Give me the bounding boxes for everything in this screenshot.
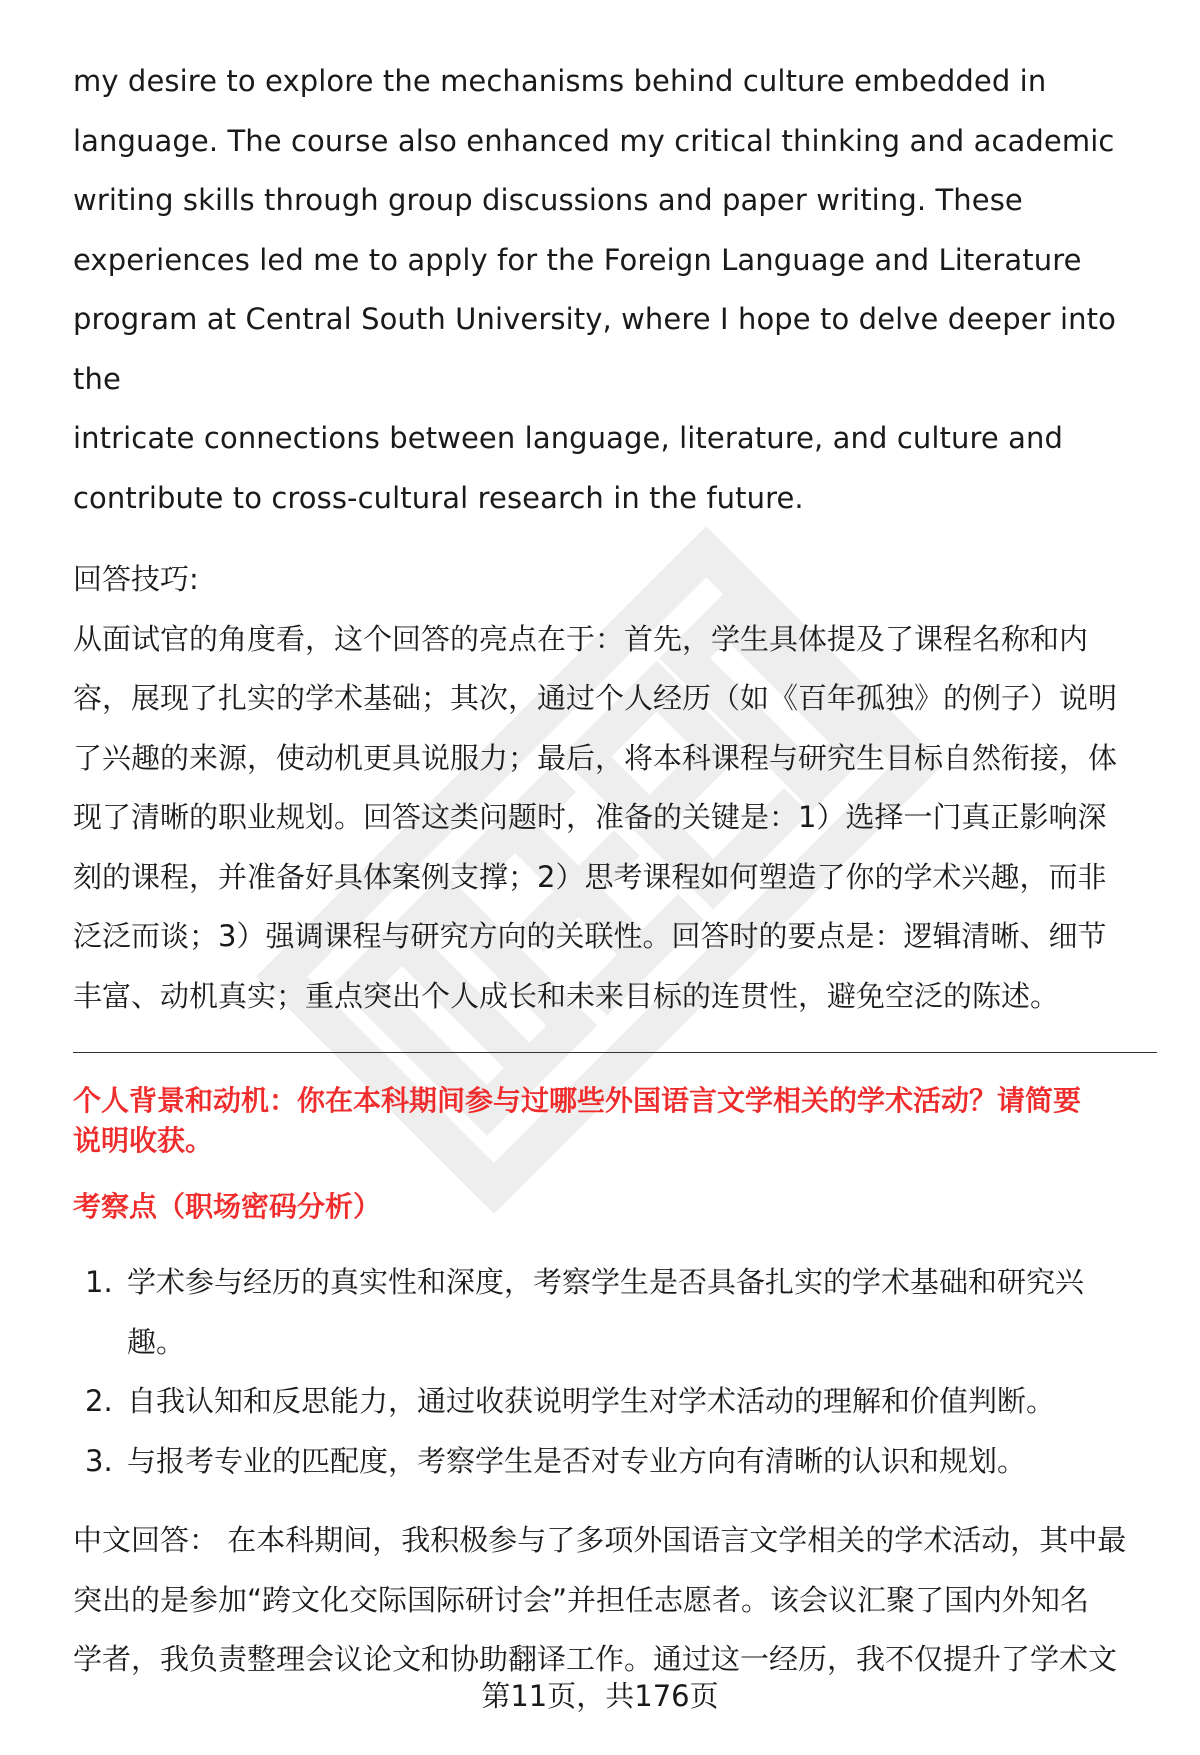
tips-paragraph <box>73 610 1158 1027</box>
list-text-line: 自我认知和反思能力，通过收获说明学生对学术活动的理解和价值判断。 <box>127 1384 1056 1418</box>
text-line: 中文回答： 在本科期间，我积极参与了多项外国语言文学相关的学术活动，其中最 <box>73 1523 1127 1557</box>
text-line: 从面试官的角度看，这个回答的亮点在于：首先，学生具体提及了课程名称和内 <box>73 621 1089 656</box>
text-line: 了兴趣的来源，使动机更具说服力；最后，将本科课程与研究生目标自然衔接，体 <box>73 740 1118 775</box>
tips-title: 回答技巧: <box>73 562 199 596</box>
list-number: 1. <box>85 1265 113 1299</box>
exam-points-title: 考察点（职场密码分析） <box>73 1190 382 1223</box>
text-line: experiences led me to apply for the Foreign Language and Literature <box>73 242 1082 277</box>
text-line: 泛泛而谈；3）强调课程与研究方向的关联性。回答时的要点是：逻辑清晰、细节 <box>73 919 1107 953</box>
text-line: 刻的课程，并准备好具体案例支撑；2）思考课程如何塑造了你的学术兴趣，而非 <box>73 859 1107 894</box>
list-number: 2. <box>85 1384 113 1418</box>
question-heading <box>73 1081 1158 1161</box>
text-line: 容，展现了扎实的学术基础；其次，通过个人经历（如《百年孤独》的例子）说明 <box>73 681 1118 715</box>
section-divider <box>73 1052 1157 1053</box>
page-number: 第11页，共176页 <box>481 1679 719 1713</box>
list-text-line: 与报考专业的匹配度，考察学生是否对专业方向有清晰的认识和规划。 <box>127 1443 1027 1478</box>
text-line: contribute to cross-cultural research in the future. <box>73 480 804 515</box>
text-line: intricate connections between language, literature, and culture and <box>73 421 1063 455</box>
text-line: my desire to explore the mechanisms behind culture embedded in <box>73 64 1047 98</box>
list-text-line: 学术参与经历的真实性和深度，考察学生是否具备扎实的学术基础和研究兴 <box>127 1265 1085 1299</box>
english-paragraph <box>73 52 1158 528</box>
question-line: 个人背景和动机：你在本科期间参与过哪些外国语言文学相关的学术活动？请简要 <box>73 1084 1082 1117</box>
list-number: 3. <box>85 1443 113 1478</box>
text-line: 学者，我负责整理会议论文和协助翻译工作。通过这一经历，我不仅提升了学术文 <box>73 1642 1118 1676</box>
list-item <box>73 1253 1158 1372</box>
document-page <box>73 52 1158 1690</box>
text-line: 现了清晰的职业规划。回答这类问题时，准备的关键是：1）选择一门真正影响深 <box>73 800 1107 834</box>
exam-points-list <box>73 1253 1158 1491</box>
text-line: language. The course also enhanced my critical thinking and academic <box>73 123 1115 158</box>
question-line: 说明收获。 <box>73 1124 214 1157</box>
text-line: 丰富、动机真实；重点突出个人成长和未来目标的连贯性，避免空泛的陈述。 <box>73 978 1060 1013</box>
text-line: program at Central South University, where I hope to delve deeper into the <box>73 302 1116 396</box>
text-line: writing skills through group discussions and paper writing. These <box>73 183 1023 217</box>
list-text-line: 趣。 <box>127 1324 186 1359</box>
chinese-answer <box>73 1511 1158 1690</box>
text-line: 突出的是参加“跨文化交际国际研讨会”并担任志愿者。该会议汇聚了国内外知名 <box>73 1582 1090 1617</box>
list-item <box>73 1372 1158 1432</box>
list-item <box>73 1432 1158 1492</box>
